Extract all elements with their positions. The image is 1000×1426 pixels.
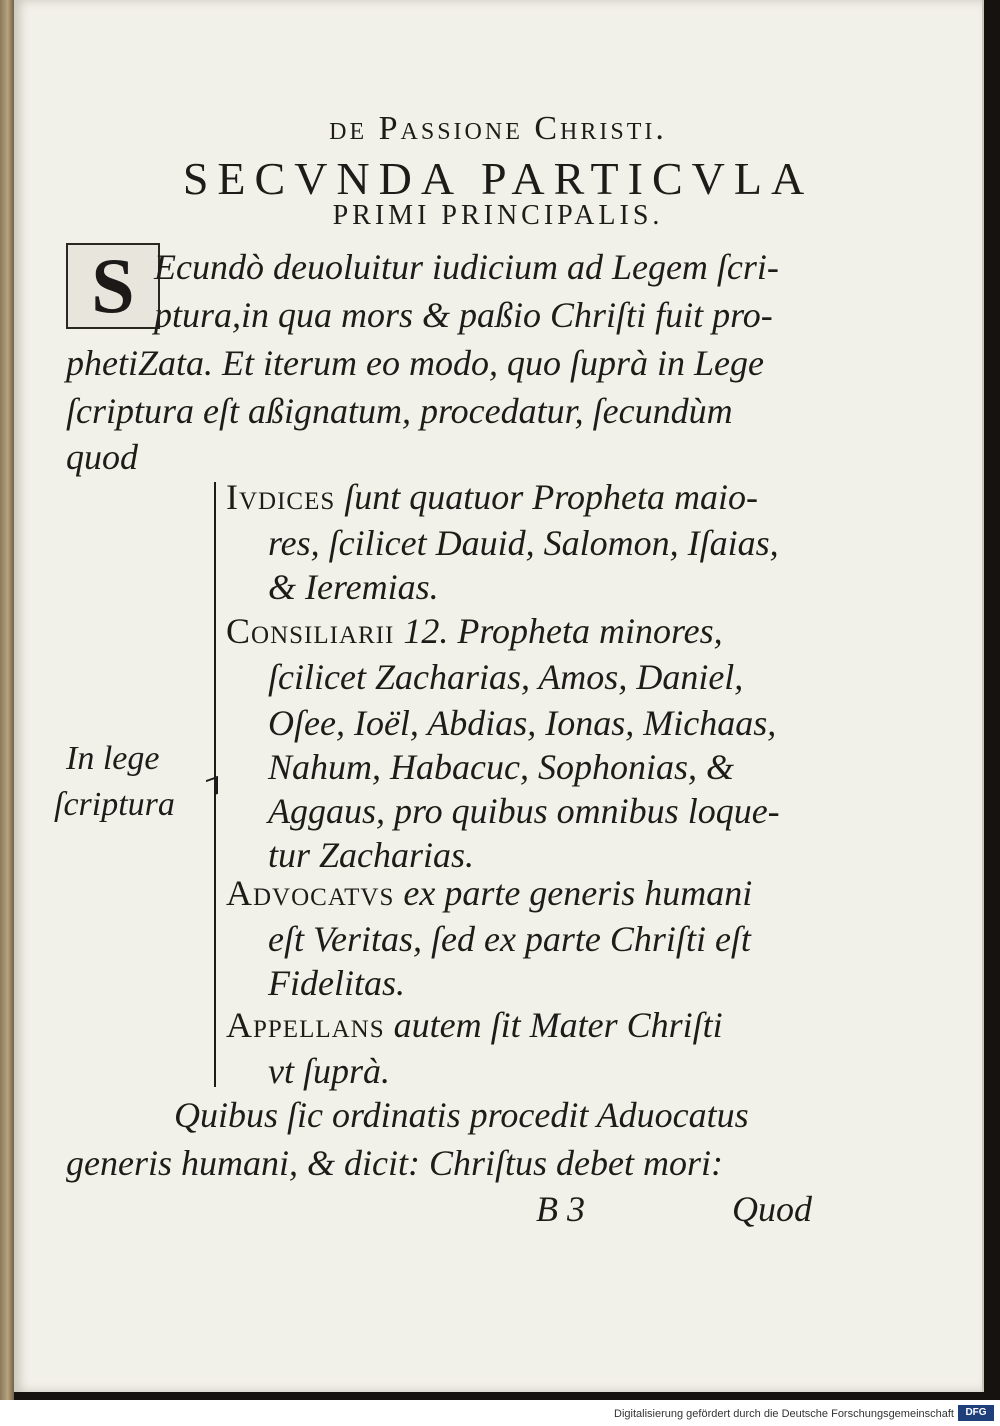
entry-text: ſunt quatuor Propheta maio-: [344, 477, 758, 517]
entry-line: Oſee, Ioël, Abdias, Ionas, Michaas,: [268, 703, 777, 743]
entry-head: Appellans: [226, 1005, 385, 1045]
entry-line: eſt Veritas, ſed ex parte Chriſti eſt: [268, 919, 751, 959]
catchword: Quod: [732, 1189, 812, 1229]
book-page: [14, 0, 984, 1392]
section-subtitle: PRIMI PRINCIPALIS.: [332, 200, 664, 231]
section-title: SECVNDA PARTICVLA: [182, 153, 814, 204]
entry-head: Advocatvs: [226, 873, 395, 913]
entry-line: [226, 610, 723, 652]
entry-line: [226, 1004, 723, 1046]
running-head: de Passione Christi.: [329, 110, 667, 147]
intro-line: ſcriptura eſt aßignatum, procedatur, ſecundùm: [66, 391, 733, 431]
closing-line: generis humani, & dicit: Chriſtus debet mori:: [66, 1143, 723, 1183]
side-label: In lege: [66, 740, 160, 777]
entry-line: vt ſuprà.: [268, 1051, 390, 1091]
side-label: ſcriptura: [54, 786, 175, 823]
signature-mark: B 3: [536, 1189, 585, 1229]
entry-line: [226, 476, 758, 518]
closing-line: Quibus ſic ordinatis procedit Aduocatus: [174, 1095, 749, 1135]
entry-line: tur Zacharias.: [268, 835, 475, 875]
entry-line: res, ſcilicet Dauid, Salomon, Iſaias,: [268, 523, 779, 563]
intro-line: phetiZata. Et iterum eo modo, quo ſuprà in Lege: [66, 343, 764, 383]
entry-line: & Ieremias.: [268, 567, 439, 607]
footer-credit: Digitalisierung gefördert durch die Deutsche Forschungsgemeinschaft: [614, 1408, 954, 1420]
dfg-logo: DFG: [958, 1405, 994, 1421]
entry-text: 12. Propheta minores,: [403, 611, 723, 651]
entry-text: autem ſit Mater Chriſti: [393, 1005, 723, 1045]
intro-line: quod: [66, 437, 138, 477]
intro-line: ptura,in qua mors & paßio Chriſti fuit pro-: [154, 295, 773, 335]
entry-line: ſcilicet Zacharias, Amos, Daniel,: [268, 657, 744, 697]
entry-line: [226, 872, 752, 914]
entry-line: Nahum, Habacuc, Sophonias, &: [268, 747, 734, 787]
entry-text: ex parte generis humani: [403, 873, 753, 913]
intro-line: Ecundò deuoluitur iudicium ad Legem ſcri-: [154, 247, 779, 287]
initial-letter: S: [91, 242, 135, 329]
book-spine: [0, 0, 14, 1400]
entry-line: Fidelitas.: [268, 963, 405, 1003]
entry-head: Ivdices: [226, 477, 336, 517]
entry-line: Aggaus, pro quibus omnibus loque-: [268, 791, 780, 831]
decorated-initial: [66, 243, 160, 329]
entry-head: Consiliarii: [226, 611, 395, 651]
